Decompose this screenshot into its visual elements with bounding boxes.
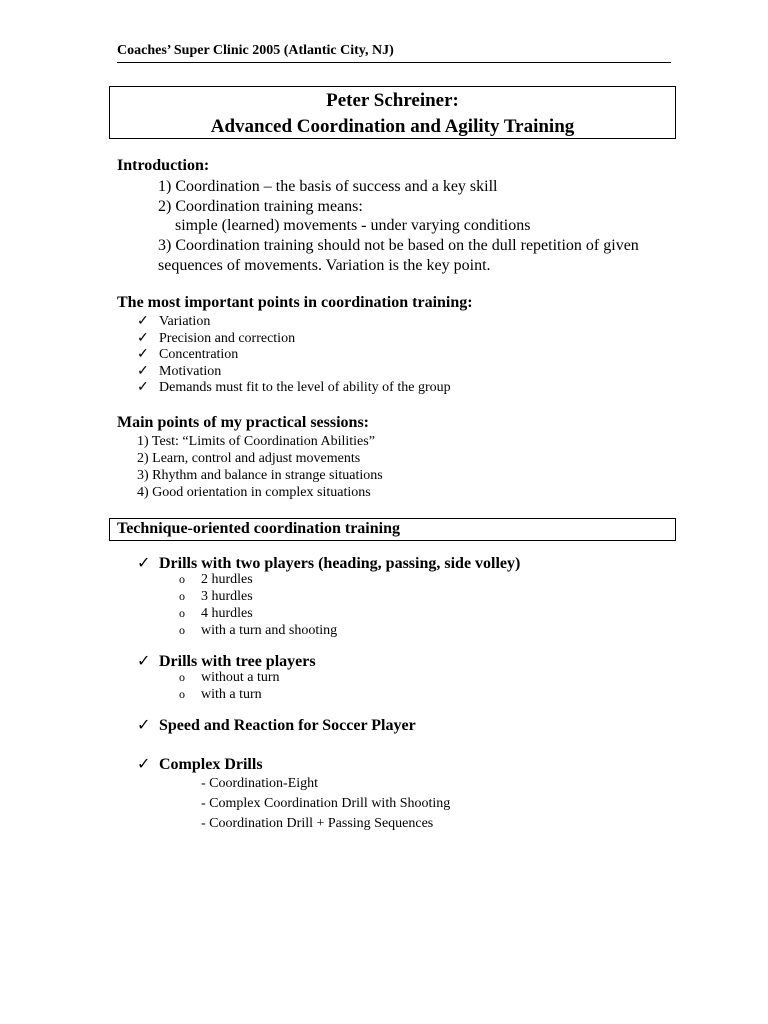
checkmark-icon: ✓ [137,314,149,329]
circle-bullet-icon: o [179,572,185,586]
list-item: ✓ Demands must fit to the level of ability of the group [137,380,451,396]
checkmark-icon: ✓ [137,555,151,572]
circle-bullet-icon: o [179,606,185,620]
practical-sessions-heading: Main points of my practical sessions: [117,414,369,431]
complex-drills-list [201,774,450,834]
list-item: o 2 hurdles [179,572,253,587]
checkmark-icon: ✓ [137,717,151,734]
technique-section-heading: Technique-oriented coordination training [109,518,676,541]
intro-line: 1) Coordination – the basis of success and a key skill [158,178,498,195]
drill-heading: ✓ Complex Drills [137,756,263,773]
list-item: o without a turn [179,670,280,685]
circle-bullet-icon: o [179,670,185,684]
checkmark-icon: ✓ [137,653,151,670]
intro-line: 3) Coordination training should not be based on the dull repetition of given [158,237,639,254]
circle-bullet-icon: o [179,623,185,637]
introduction-heading: Introduction: [117,157,210,174]
circle-bullet-icon: o [179,687,185,701]
drill-items-list [179,669,280,703]
list-item: o with a turn and shooting [179,623,338,638]
session-item: 3) Rhythm and balance in strange situations [137,468,383,483]
list-item: ✓ Variation [137,314,211,329]
circle-bullet-icon: o [179,589,185,603]
intro-line: sequences of movements. Variation is the key point. [158,257,491,274]
checkmark-icon: ✓ [137,756,151,773]
list-item: o 4 hurdles [179,606,253,621]
list-item: o with a turn [179,687,262,702]
checkmark-icon: ✓ [137,330,149,346]
list-item: - Complex Coordination Drill with Shooting [201,796,451,811]
checkmark-icon: ✓ [137,363,149,379]
list-item: - Coordination-Eight [201,776,319,791]
list-item: ✓ Motivation [137,363,222,379]
important-points-list [137,314,451,397]
intro-line: simple (learned) movements - under varying conditions [175,217,531,234]
drill-heading: ✓ Speed and Reaction for Soccer Player [137,717,416,734]
drill-items-list [179,571,337,639]
document-header: Coaches’ Super Clinic 2005 (Atlantic City, NJ) [117,43,394,58]
session-item: 1) Test: “Limits of Coordination Abilities” [137,434,375,449]
list-item: o 3 hurdles [179,589,253,604]
drill-heading: ✓ Drills with two players (heading, passing, side volley) [137,555,521,572]
list-item: ✓ Concentration [137,347,239,363]
intro-line: 2) Coordination training means: [158,198,363,215]
checkmark-icon: ✓ [137,347,149,363]
title-speaker: Peter Schreiner: [326,90,459,111]
title-box [109,86,676,139]
title-topic: Advanced Coordination and Agility Training [210,116,575,137]
list-item: ✓ Precision and correction [137,330,296,346]
session-item: 2) Learn, control and adjust movements [137,451,361,466]
drill-heading: ✓ Drills with tree players [137,653,316,670]
list-item: - Coordination Drill + Passing Sequences [201,816,434,831]
important-points-heading: The most important points in coordination training: [117,294,473,311]
header-divider [117,62,671,63]
checkmark-icon: ✓ [137,380,149,396]
session-item: 4) Good orientation in complex situations [137,485,371,500]
